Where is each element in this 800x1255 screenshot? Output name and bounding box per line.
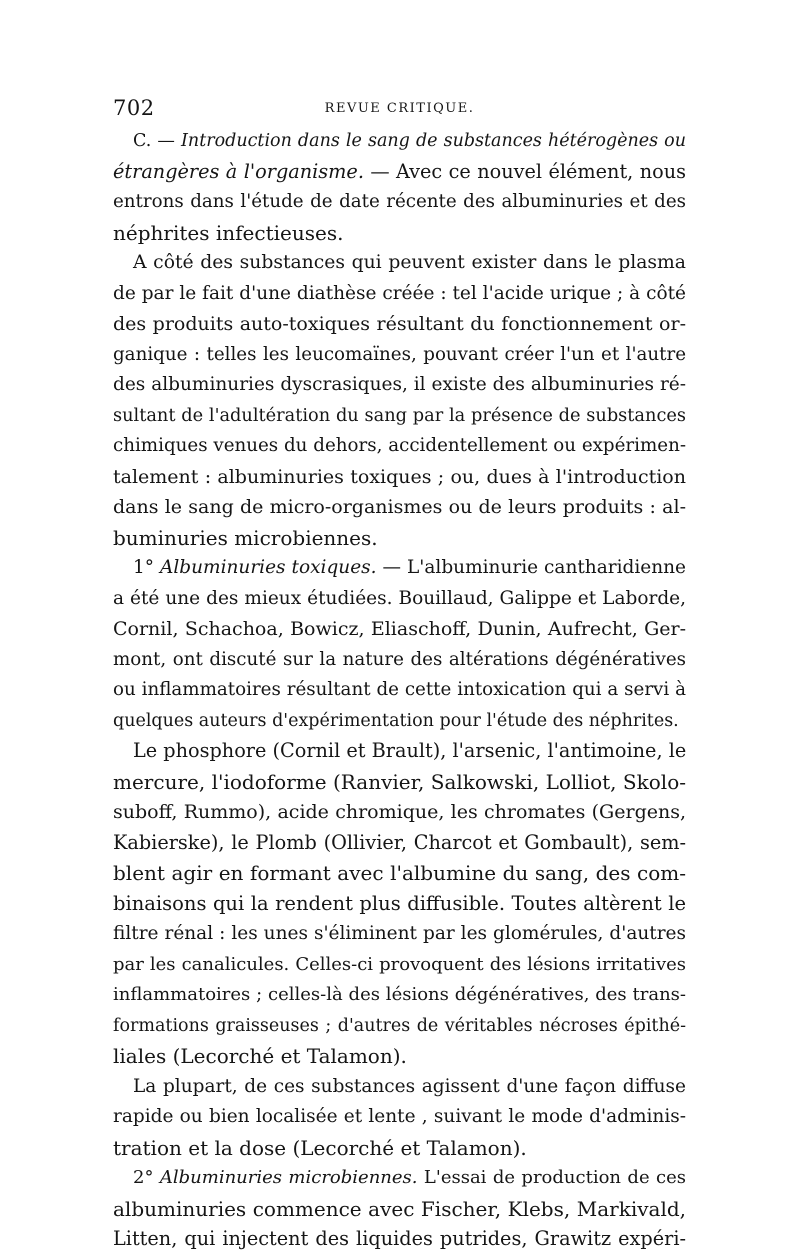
text-run: C. — [133, 131, 182, 151]
text-line [113, 980, 686, 1011]
text-run: mont, ont discuté sur la nature des altérations dégénératives [113, 648, 686, 670]
text-line [113, 614, 686, 645]
text-run: mercure, l'iodoforme (Ranvier, Salkowski, Lolliot, Skolo- [113, 769, 686, 794]
text-line [113, 126, 686, 157]
text-line [113, 370, 686, 401]
text-run: 1° [133, 557, 161, 578]
text-line [113, 401, 686, 432]
text-run: formations graisseuses ; d'autres de véritables nécroses épithé- [113, 1015, 686, 1036]
text-line [113, 1041, 686, 1072]
text-run: entrons dans l'étude de date récente des albuminuries et des [113, 191, 686, 212]
text-line [113, 736, 686, 767]
text-line [113, 1224, 686, 1255]
text-run: de par le fait d'une diathèse créée : tel l'acide urique ; à côté [113, 282, 686, 304]
text-line [113, 645, 686, 676]
page-header [113, 96, 686, 120]
text-line [113, 584, 686, 615]
text-line [113, 919, 686, 950]
text-run: Kabierske), le Plomb (Ollivier, Charcot et Gombault), sem- [113, 830, 686, 854]
text-run: filtre rénal : les unes s'éliminent par les glomérules, d'autres [113, 923, 686, 944]
text-run: La plupart, de ces substances agissent d'une façon diffuse [133, 1075, 686, 1097]
text-run: ganique : telles les leucomaïnes, pouvant créer l'un et l'autre [113, 343, 686, 365]
text-run: ou inflammatoires résultant de cette intoxication qui a servi à [113, 679, 686, 700]
text-run: 2° [133, 1167, 160, 1188]
text-run: albuminuries commence avec Fischer, Klebs, Markivald, [113, 1196, 686, 1221]
text-line [113, 950, 686, 981]
text-run: inflammatoires ; celles-là des lésions dégénératives, des trans- [113, 984, 686, 1005]
text-line [113, 828, 686, 859]
text-run: des produits auto-toxiques résultant du fonctionnement or- [113, 313, 686, 335]
page-number: 702 [113, 96, 155, 120]
italic-text: étrangères à l'organisme. [113, 159, 364, 183]
text-run: Litten, qui injectent des liquides putrides, Grawitz expéri- [113, 1227, 686, 1250]
text-line [113, 1011, 686, 1042]
text-run: blent agir en formant avec l'albumine du sang, des com- [113, 861, 686, 885]
text-run: Cornil, Schachoa, Bowicz, Eliaschoff, Dunin, Aufrecht, Ger- [113, 618, 686, 640]
text-line [113, 309, 686, 340]
text-line [113, 1163, 686, 1194]
text-line [113, 1102, 686, 1133]
text-line [113, 187, 686, 218]
text-line [113, 858, 686, 889]
text-run: L'essai de production de ces [417, 1167, 686, 1188]
text-line [113, 1072, 686, 1103]
text-line [113, 157, 686, 188]
text-line [113, 1194, 686, 1225]
italic-text: Albuminuries microbiennes. [159, 1167, 418, 1188]
text-run: — L'albuminurie cantharidienne [376, 557, 686, 578]
text-line [113, 767, 686, 798]
text-line [113, 675, 686, 706]
text-run: liales (Lecorché et Talamon). [113, 1044, 407, 1068]
text-run: chimiques venues du dehors, accidentellement ou expérimen- [113, 435, 686, 456]
text-line [113, 248, 686, 279]
body-text [113, 126, 686, 1255]
text-line [113, 492, 686, 523]
text-run: binaisons qui la rendent plus diffusible. Toutes altèrent le [113, 891, 686, 915]
text-line [113, 553, 686, 584]
text-run: quelques auteurs d'expérimentation pour l'étude des néphrites. [113, 710, 679, 731]
italic-text: Introduction dans le sang de substances hétérogènes ou [181, 131, 686, 151]
text-line [113, 797, 686, 828]
text-run: A côté des substances qui peuvent exister dans le plasma [133, 252, 686, 273]
text-run: — Avec ce nouvel élément, nous [363, 159, 686, 183]
text-run: talement : albuminuries toxiques ; ou, dues à l'introduction [113, 465, 686, 488]
text-line [113, 523, 686, 554]
text-run: suboff, Rummo), acide chromique, les chromates (Gergens, [113, 801, 686, 823]
text-run: rapide ou bien localisée et lente , suivant le mode d'adminis- [113, 1106, 686, 1127]
italic-text: Albuminuries toxiques. [160, 557, 377, 578]
text-line [113, 279, 686, 310]
text-line [113, 340, 686, 371]
text-run: néphrites infectieuses. [113, 220, 344, 245]
text-run: par les canalicules. Celles-ci provoquent des lésions irritatives [113, 953, 686, 975]
text-line [113, 462, 686, 493]
text-line [113, 431, 686, 462]
text-run: des albuminuries dyscrasiques, il existe des albuminuries ré- [113, 374, 686, 395]
text-run: Le phosphore (Cornil et Brault), l'arsenic, l'antimoine, le [133, 739, 687, 762]
running-head: REVUE CRITIQUE. [324, 101, 475, 116]
text-run: dans le sang de micro-organismes ou de leurs produits : al- [113, 496, 686, 518]
text-run: tration et la dose (Lecorché et Talamon). [113, 1135, 527, 1160]
text-line [113, 706, 686, 737]
text-line [113, 218, 686, 249]
text-run: a été une des mieux étudiées. Bouillaud, Galippe et Laborde, [113, 587, 686, 609]
text-line [113, 889, 686, 920]
text-run: sultant de l'adultération du sang par la présence de substances [113, 405, 686, 426]
text-line [113, 1133, 686, 1164]
text-run: buminuries microbiennes. [113, 525, 378, 550]
